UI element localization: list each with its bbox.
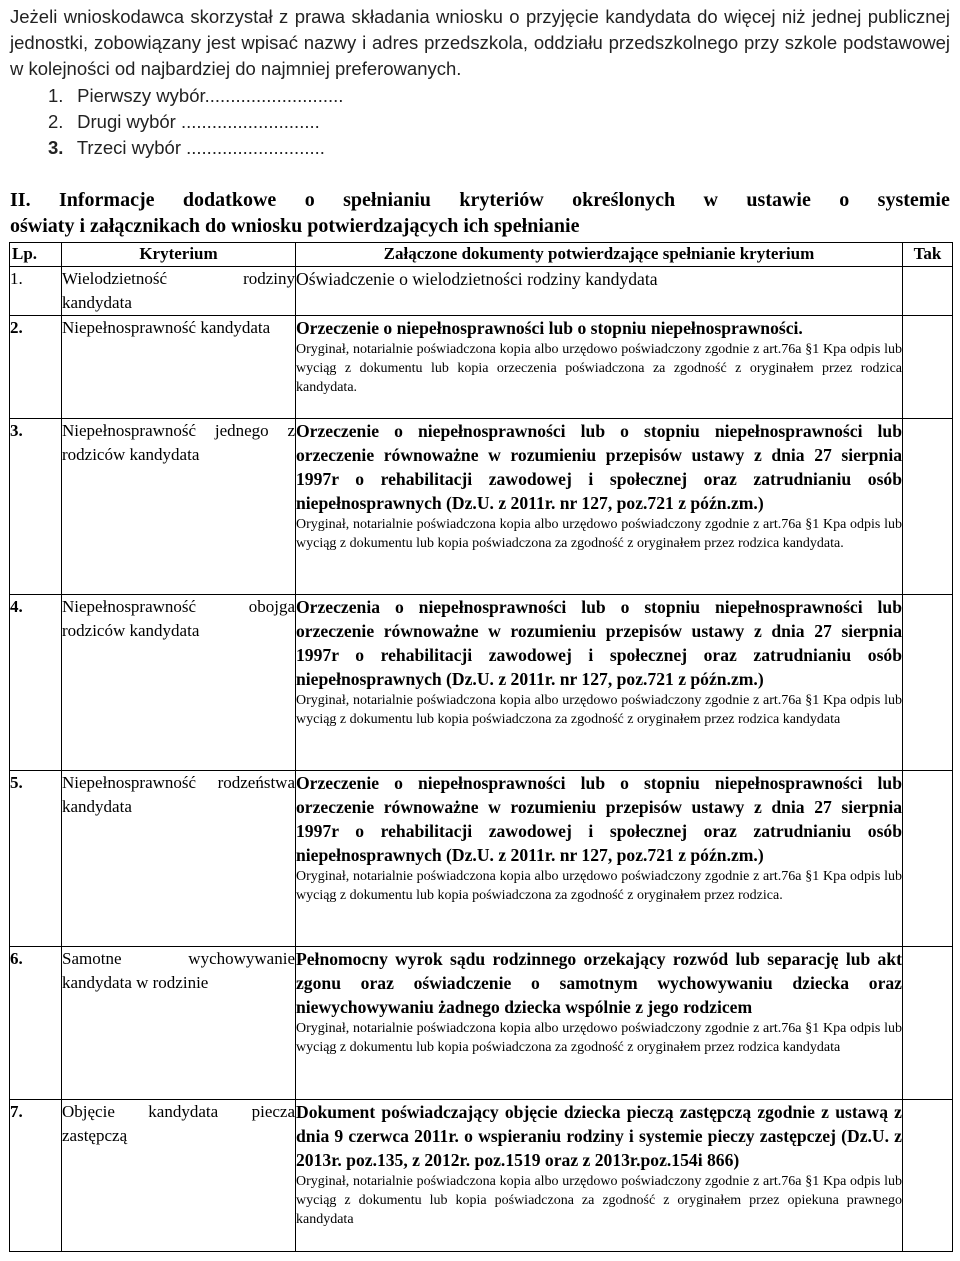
row-note: Oryginał, notarialnie poświadczona kopia albo urzędowo poświadczony zgodnie z art.76a §1 Kpa odpis lub wyciąg z dokumentu lub kopia poświadczona za zgodność z oryginałem przez rodzica kandydata [296,693,902,727]
row-number: 7. [10,1100,62,1252]
intro-paragraph: Jeżeli wnioskodawca skorzystał z prawa składania wniosku o przyjęcie kandydata do więcej niż jednej publicznej jednostki, zobowiązany jest wpisać nazwy i adres przedszkola, oddziału przedszkolnego przy szkole podstawowej w kolejności od najbardziej do najmniej preferowanych. [10,6,950,79]
tak-checkbox-cell[interactable] [903,947,953,1100]
choice-label: Trzeci wybór ........................... [76,137,325,158]
row-documents-cell [296,1100,903,1252]
row-number: 3. [10,419,62,595]
table-row [10,771,953,947]
row-number: 2. [10,316,62,419]
row-number: 6. [10,947,62,1100]
header-kryterium: Kryterium [62,243,296,267]
row-documents-cell [296,947,903,1100]
heading-word: ustawie [746,189,811,211]
heading-word: o [839,189,850,211]
row-number: 1. [10,267,62,316]
choice-list [48,83,950,161]
row-criterion: Objęcie kandydata piecza zastępczą [62,1100,296,1252]
choice-number: 3. [48,137,64,158]
table-row [10,419,953,595]
heading-word: Informacje [58,189,155,211]
table-row [10,1100,953,1252]
row-document: Orzeczenie o niepełnosprawności lub o stopniu niepełnosprawności lub orzeczenie równoważne w rozumieniu przepisów ustawy z dnia 27 sierpnia 1997r o rehabilitacji zawodowej i społecznej oraz zatrudnianiu osób niepełnosprawnych (Dz.U. z 2011r. nr 127, poz.721 z późn.zm.) [296,773,902,865]
heading-word: kryteriów [459,189,544,211]
header-tak: Tak [903,243,953,267]
row-document: Orzeczenie o niepełnosprawności lub o stopniu niepełnosprawności lub orzeczenie równoważne w rozumieniu przepisów ustawy z dnia 27 sierpnia 1997r o rehabilitacji zawodowej i społecznej oraz zatrudnianiu osób niepełnosprawnych (Dz.U. z 2011r. nr 127, poz.721 z późn.zm.) [296,421,902,513]
row-criterion: Wielodzietność rodziny kandydata [62,267,296,316]
row-documents-cell [296,595,903,771]
row-document: Pełnomocny wyrok sądu rodzinnego orzekający rozwód lub separację lub akt zgonu oraz oświadczenie o samotnym wychowywaniu dziecka oraz niewychowywaniu żadnego dziecka wspólnie z jego rodzicem [296,949,902,1017]
section-heading-line-1 [10,187,950,213]
row-note: Oryginał, notarialnie poświadczona kopia albo urzędowo poświadczony zgodnie z art.76a §1 Kpa odpis lub wyciąg z dokumentu lub kopia orzeczenia poświadczona za zgodność z oryginałem przez rodzica kandydata. [296,342,902,395]
tak-checkbox-cell[interactable] [903,771,953,947]
choice-number: 2. [48,111,64,132]
heading-word: w [703,189,718,211]
heading-word: systemie [877,189,950,211]
row-document: Oświadczenie o wielodzietności rodziny kandydata [296,269,658,289]
row-note: Oryginał, notarialnie poświadczona kopia albo urzędowo poświadczony zgodnie z art.76a §1 Kpa odpis lub wyciąg z dokumentu lub kopia poświadczona za zgodność z oryginałem przez rodzica kandydata [296,1021,902,1055]
tak-checkbox-cell[interactable] [903,595,953,771]
row-criterion: Niepełnosprawność kandydata [62,316,296,419]
row-document: Orzeczenie o niepełnosprawności lub o stopniu niepełnosprawności. [296,318,803,338]
row-documents-cell [296,316,903,419]
heading-word: dodatkowe [182,189,277,211]
choice-3 [48,135,950,161]
intro-section [10,4,950,161]
choice-label: Pierwszy wybór........................... [77,85,344,106]
row-note: Oryginał, notarialnie poświadczona kopia albo urzędowo poświadczony zgodnie z art.76a §1 Kpa odpis lub wyciąg z dokumentu lub kopia poświadczona za zgodność z oryginałem przez opiekuna prawnego kandydata [296,1174,902,1227]
row-document: Orzeczenia o niepełnosprawności lub o stopniu niepełnosprawności lub orzeczenie równoważne w rozumieniu przepisów ustawy z dnia 27 sierpnia 1997r o rehabilitacji zawodowej i społecznej oraz zatrudnianiu osób niepełnosprawnych (Dz.U. z 2011r. nr 127, poz.721 z późn.zm.) [296,597,902,689]
row-document: Dokument poświadczający objęcie dziecka pieczą zastępczą zgodnie z ustawą z dnia 9 czerwca 2011r. o wspieraniu rodziny i systemie pieczy zastępczej (Dz.U. z 2013r. poz.135, z 2012r. poz.1519 oraz z 2013r.poz.154i 866) [296,1102,902,1170]
row-number: 5. [10,771,62,947]
table-row [10,947,953,1100]
row-criterion: Niepełnosprawność rodzeństwa kandydata [62,771,296,947]
row-note: Oryginał, notarialnie poświadczona kopia albo urzędowo poświadczony zgodnie z art.76a §1 Kpa odpis lub wyciąg z dokumentu lub kopia poświadczona za zgodność z oryginałem przez rodzica. [296,869,902,903]
table-header-row [10,243,953,267]
row-documents-cell [296,267,903,316]
heading-word: II. [10,189,31,211]
section-heading [10,187,950,239]
heading-word: określonych [572,189,676,211]
tak-checkbox-cell[interactable] [903,267,953,316]
row-documents-cell [296,419,903,595]
tak-checkbox-cell[interactable] [903,1100,953,1252]
row-criterion: Niepełnosprawność jednego z rodziców kandydata [62,419,296,595]
choice-2 [48,109,950,135]
tak-checkbox-cell[interactable] [903,419,953,595]
table-row [10,316,953,419]
choice-label: Drugi wybór ........................... [77,111,320,132]
section-heading-line-2: oświaty i załącznikach do wniosku potwierdzających ich spełnianie [10,215,580,237]
row-criterion: Samotne wychowywanie kandydata w rodzinie [62,947,296,1100]
row-note: Oryginał, notarialnie poświadczona kopia albo urzędowo poświadczony zgodnie z art.76a §1 Kpa odpis lub wyciąg z dokumentu lub kopia poświadczona za zgodność z oryginałem przez rodzica kandydata. [296,517,902,551]
choice-1 [48,83,950,109]
heading-word: o [304,189,315,211]
heading-word: spełnianiu [343,189,431,211]
header-zalaczone: Załączone dokumenty potwierdzające spełnianie kryterium [296,243,903,267]
header-lp: Lp. [10,243,62,267]
row-documents-cell [296,771,903,947]
tak-checkbox-cell[interactable] [903,316,953,419]
table-row [10,267,953,316]
table-row [10,595,953,771]
row-criterion: Niepełnosprawność obojga rodziców kandydata [62,595,296,771]
criteria-table [9,242,953,1252]
row-number: 4. [10,595,62,771]
choice-number: 1. [48,85,64,106]
